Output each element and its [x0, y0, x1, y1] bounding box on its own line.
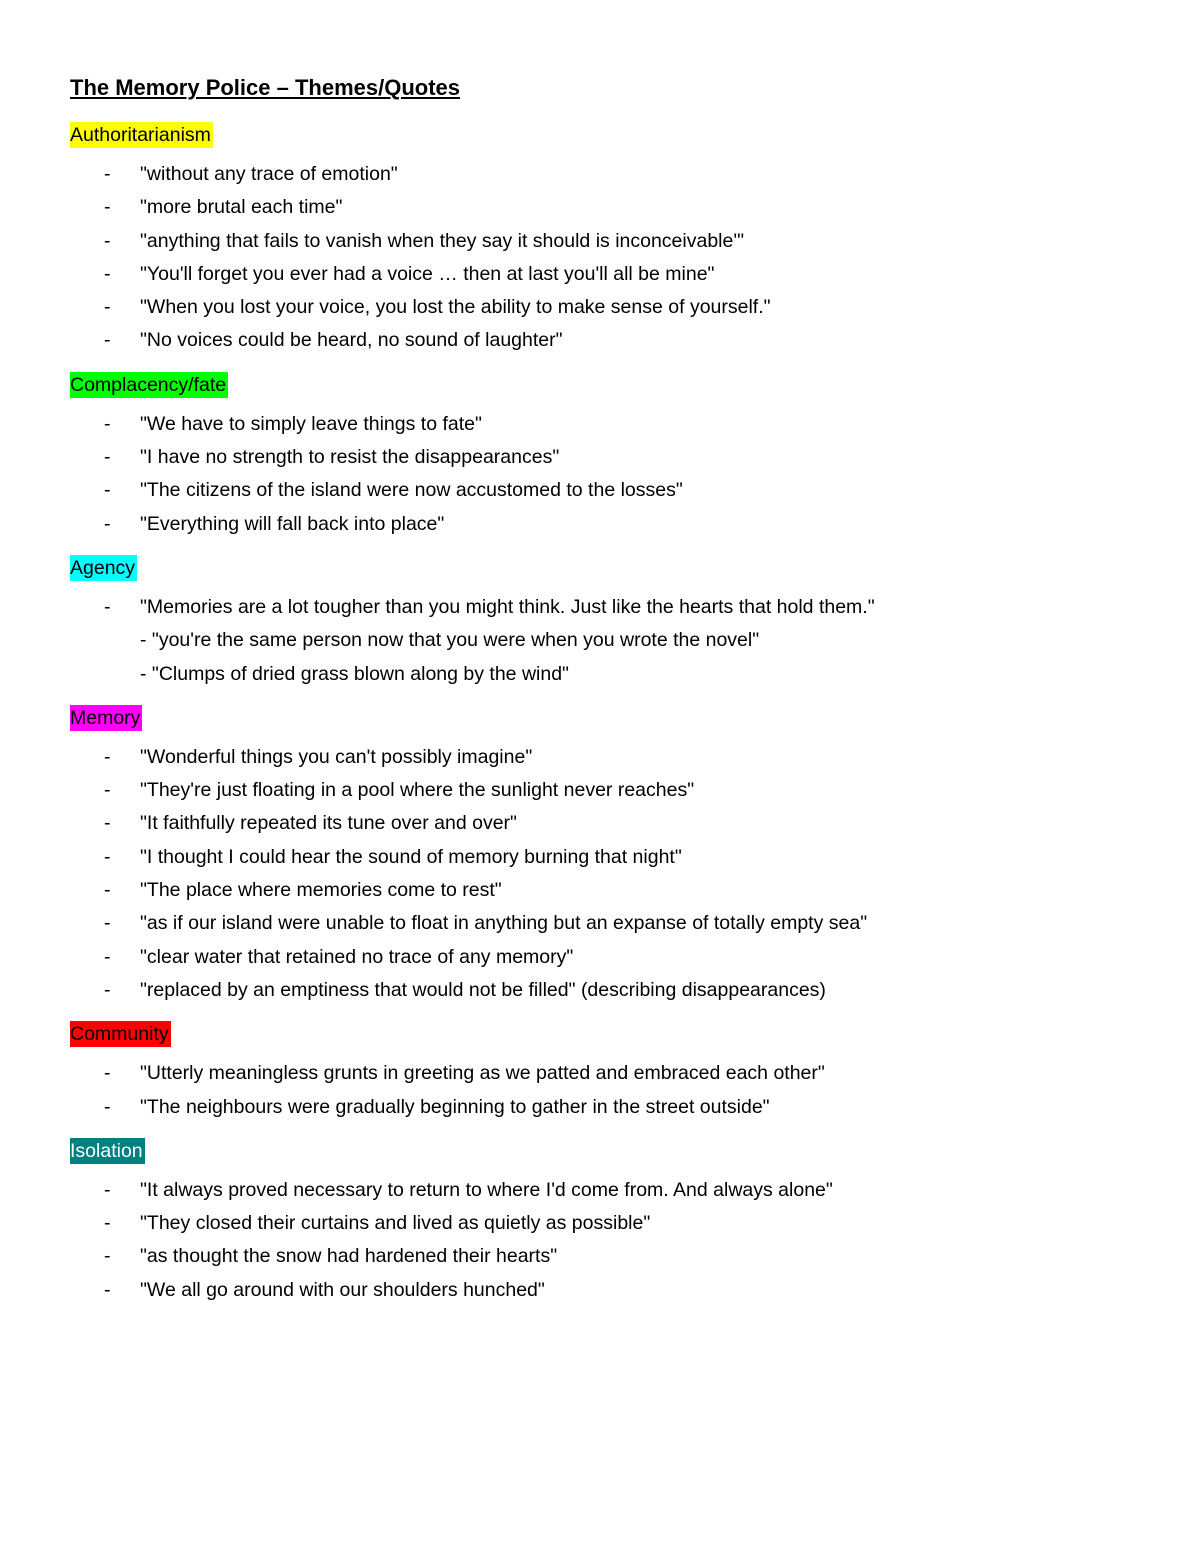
bullet-dash: - [104, 595, 111, 618]
quote-text: "I have no strength to resist the disappearances" [140, 446, 560, 469]
bullet-dash: - [104, 1095, 111, 1118]
quote-item [70, 774, 1130, 807]
section-heading: Authoritarianism [70, 124, 211, 146]
section-heading-row [70, 705, 1130, 731]
bullet-dash: - [104, 196, 111, 219]
section-heading: Agency [70, 556, 136, 579]
quote-text: "We all go around with our shoulders hunched" [140, 1278, 545, 1301]
theme-section-isolation [70, 1138, 1130, 1307]
quote-item [70, 291, 1130, 324]
quote-item [70, 807, 1130, 840]
theme-section-authoritarianism [70, 122, 1130, 358]
bullet-dash: - [104, 978, 111, 1001]
quote-item [70, 408, 1130, 441]
quote-subitem: - "Clumps of dried grass blown along by the wind" [140, 662, 569, 685]
section-heading: Complacency/fate [70, 373, 227, 396]
section-heading: Memory [70, 706, 141, 729]
quote-text: "Utterly meaningless grunts in greeting as we patted and embraced each other" [140, 1062, 825, 1085]
quote-item [70, 474, 1130, 507]
bullet-dash: - [104, 229, 111, 252]
quote-item [70, 841, 1130, 874]
quote-list [70, 408, 1130, 541]
quote-item [70, 324, 1130, 357]
quote-item [70, 974, 1130, 1007]
quote-text: "more brutal each time" [140, 196, 343, 219]
quote-item [70, 1174, 1130, 1207]
quote-item [70, 1057, 1130, 1090]
quote-text: "anything that fails to vanish when they say it should is inconceivable'" [140, 229, 744, 252]
quote-text: "When you lost your voice, you lost the ability to make sense of yourself." [140, 296, 771, 319]
quote-item [70, 225, 1130, 258]
quote-text: "I thought I could hear the sound of memory burning that night" [140, 845, 682, 868]
bullet-dash: - [104, 1062, 111, 1085]
section-heading-row [70, 372, 1130, 398]
quote-text: "clear water that retained no trace of any memory" [140, 945, 574, 968]
quote-item [70, 1274, 1130, 1307]
bullet-dash: - [104, 812, 111, 835]
bullet-dash: - [104, 945, 111, 968]
bullet-dash: - [104, 262, 111, 285]
quote-list [70, 1057, 1130, 1124]
quote-item [70, 1207, 1130, 1240]
bullet-dash: - [104, 1212, 111, 1235]
quote-text: "It faithfully repeated its tune over and over" [140, 812, 517, 835]
quote-text: "It always proved necessary to return to where I'd come from. And always alone" [140, 1178, 833, 1201]
bullet-dash: - [104, 163, 111, 185]
quote-text: "replaced by an emptiness that would not be filled" (describing disappearances) [140, 978, 826, 1001]
quote-text: "The citizens of the island were now accustomed to the losses" [140, 479, 683, 502]
quote-subitem: - "you're the same person now that you were when you wrote the novel" [140, 629, 760, 652]
quote-list [70, 158, 1130, 358]
section-heading-row [70, 1138, 1130, 1164]
quote-text: "without any trace of emotion" [140, 163, 398, 185]
quote-list [70, 1174, 1130, 1307]
quote-item [70, 441, 1130, 474]
bullet-dash: - [104, 446, 111, 469]
quote-list [70, 591, 1130, 691]
bullet-dash: - [104, 1245, 111, 1268]
quote-item [70, 941, 1130, 974]
quote-text: "The place where memories come to rest" [140, 879, 502, 902]
bullet-dash: - [104, 512, 111, 535]
quote-text: "We have to simply leave things to fate" [140, 412, 482, 435]
quote-text: "The neighbours were gradually beginning to gather in the street outside" [140, 1095, 770, 1118]
quote-item [70, 874, 1130, 907]
quote-text: "Wonderful things you can't possibly imagine" [140, 745, 533, 768]
bullet-dash: - [104, 329, 111, 352]
quote-item [70, 508, 1130, 541]
theme-section-memory [70, 705, 1130, 1007]
quote-item [70, 1091, 1130, 1124]
section-heading-row [70, 1021, 1130, 1047]
quote-text: "No voices could be heard, no sound of laughter" [140, 329, 563, 352]
bullet-dash: - [104, 745, 111, 768]
quote-text: "You'll forget you ever had a voice … then at last you'll all be mine" [140, 262, 715, 285]
theme-sections [70, 122, 1130, 1307]
theme-section-community [70, 1021, 1130, 1124]
quote-item [70, 258, 1130, 291]
bullet-dash: - [104, 879, 111, 902]
bullet-dash: - [104, 1178, 111, 1201]
quote-item [70, 907, 1130, 940]
bullet-dash: - [104, 912, 111, 935]
section-heading-row [70, 122, 1130, 148]
quote-item [70, 1240, 1130, 1273]
bullet-dash: - [104, 779, 111, 802]
quote-list [70, 741, 1130, 1007]
quote-text: "Everything will fall back into place" [140, 512, 445, 535]
quote-item [70, 591, 1130, 624]
quote-item [70, 741, 1130, 774]
bullet-dash: - [104, 845, 111, 868]
quote-text: "Memories are a lot tougher than you might think. Just like the hearts that hold them." [140, 595, 875, 618]
bullet-dash: - [104, 296, 111, 319]
document-page [70, 72, 1130, 1321]
quote-text: "They're just floating in a pool where the sunlight never reaches" [140, 779, 695, 802]
bullet-dash: - [104, 479, 111, 502]
bullet-dash: - [104, 1278, 111, 1301]
theme-section-complacency-fate [70, 372, 1130, 541]
section-heading: Community [70, 1023, 169, 1046]
theme-section-agency [70, 555, 1130, 691]
document-title: The Memory Police – Themes/Quotes [70, 75, 461, 100]
section-heading: Isolation [70, 1139, 143, 1162]
quote-text: "as if our island were unable to float in anything but an expanse of totally empty sea" [140, 912, 868, 935]
quote-text: "They closed their curtains and lived as quietly as possible" [140, 1212, 651, 1235]
quote-item [70, 158, 1130, 191]
quote-item [70, 191, 1130, 224]
bullet-dash: - [104, 412, 111, 435]
section-heading-row [70, 555, 1130, 581]
quote-text: "as thought the snow had hardened their hearts" [140, 1245, 558, 1268]
